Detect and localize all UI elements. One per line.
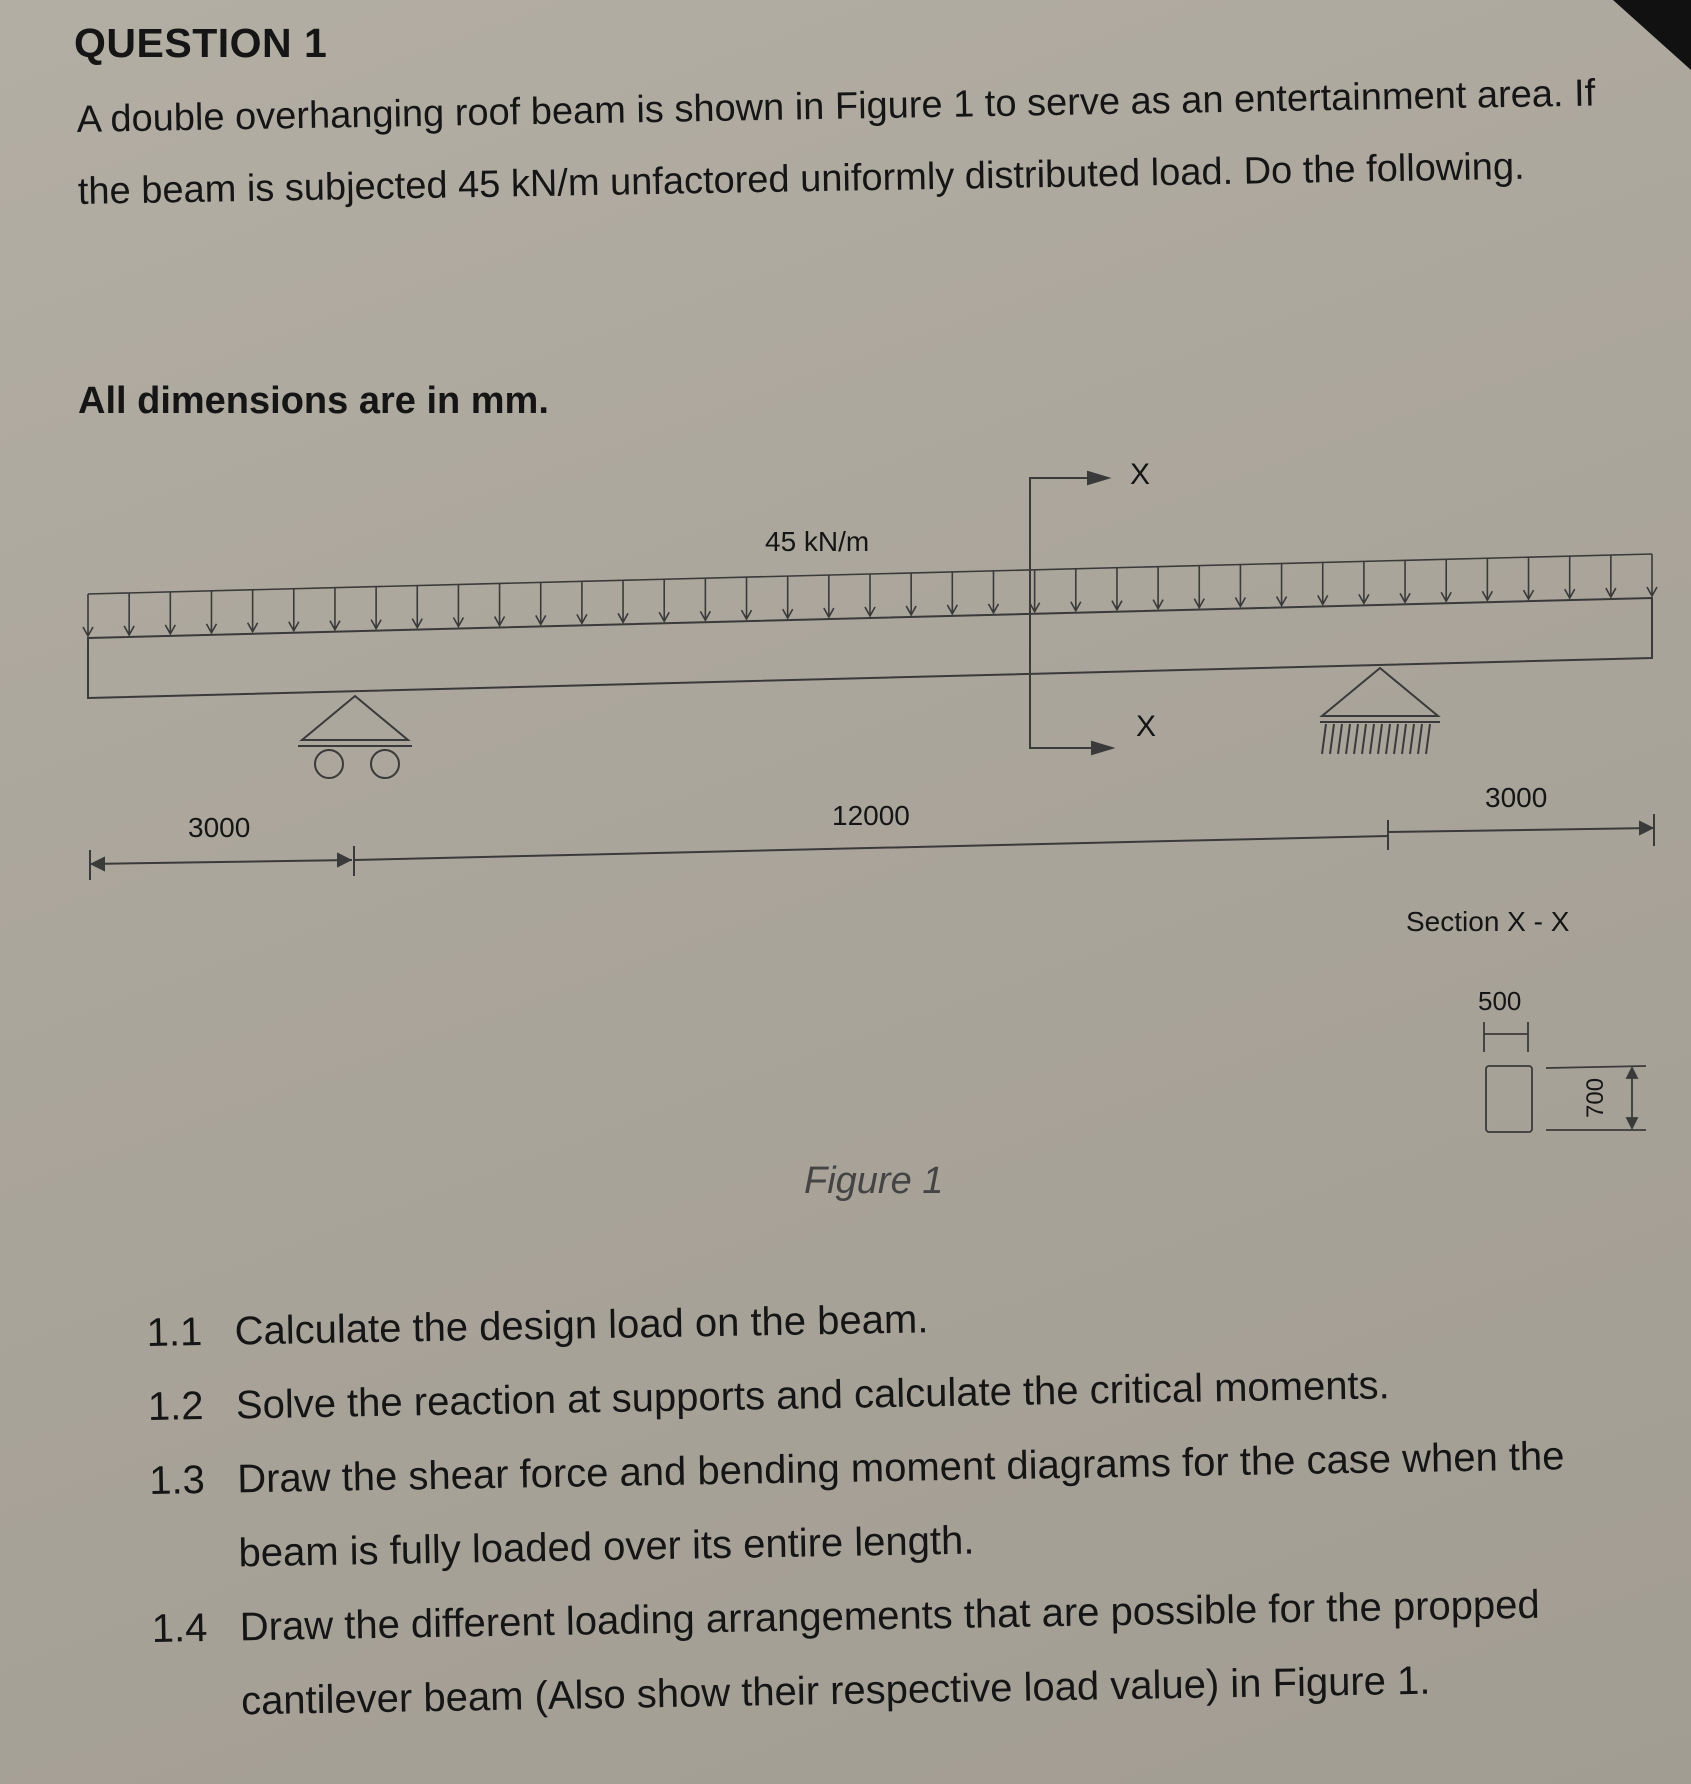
load-arrow <box>371 587 381 629</box>
dimension-left: 3000 <box>188 812 251 843</box>
support-hatch-line <box>1322 724 1326 754</box>
load-arrow <box>742 577 752 619</box>
distributed-load <box>83 554 1657 636</box>
section-width-label: 500 <box>1478 986 1522 1016</box>
support-hatch-line <box>1410 724 1414 754</box>
load-arrow <box>495 583 505 625</box>
load-arrow <box>1359 561 1369 603</box>
load-arrow <box>1030 570 1040 612</box>
task-number: 1.1 <box>146 1310 203 1355</box>
support-hatch-line <box>1378 724 1382 754</box>
load-arrow <box>165 592 175 634</box>
load-arrow <box>659 579 669 621</box>
load-arrow <box>577 581 587 623</box>
task-item <box>151 1566 1653 1740</box>
support-hatch-line <box>1330 724 1334 754</box>
load-arrow <box>412 586 422 628</box>
question-title: QUESTION 1 <box>74 20 328 66</box>
load-arrow <box>330 588 340 630</box>
load-arrow <box>824 575 834 617</box>
load-arrow <box>1153 567 1163 609</box>
load-arrow <box>248 590 258 632</box>
support-hatch-line <box>1362 724 1366 754</box>
task-item <box>149 1418 1651 1592</box>
section-marker-bottom: X <box>1136 710 1157 743</box>
load-arrow <box>1606 555 1616 597</box>
load-arrow <box>289 589 299 631</box>
load-label: 45 kN/m <box>765 526 870 557</box>
load-arrow <box>1318 562 1328 604</box>
load-arrow <box>700 578 710 620</box>
load-arrow <box>1400 560 1410 602</box>
task-text: Calculate the design load on the beam. <box>234 1297 929 1354</box>
task-list <box>146 1270 1654 1740</box>
load-arrow <box>988 571 998 613</box>
cross-section <box>1484 1022 1646 1132</box>
task-number: 1.3 <box>148 1458 206 1503</box>
load-arrow <box>83 594 93 636</box>
task-number: 1.4 <box>151 1605 208 1651</box>
task-text: Draw the different loading arrangements that are possible for the propped cantilever beam (Also show their respective load value) in Figure 1. <box>239 1582 1541 1724</box>
section-title: Section X - X <box>1406 906 1570 937</box>
support-hatch-line <box>1418 724 1422 754</box>
dimension-right: 3000 <box>1485 782 1548 813</box>
support-hatch-line <box>1338 724 1342 754</box>
load-arrow <box>947 572 957 614</box>
load-arrow <box>536 582 546 624</box>
section-marker-top: X <box>1130 458 1151 491</box>
load-arrow <box>1441 559 1451 601</box>
task-text: Draw the shear force and bending moment diagrams for the case when the beam is fully loaded over its entire length. <box>236 1434 1565 1576</box>
load-arrow <box>865 574 875 616</box>
load-arrow <box>206 591 216 633</box>
roller-support <box>298 696 412 778</box>
load-arrow <box>1194 566 1204 608</box>
load-arrow <box>1112 568 1122 610</box>
section-height-label: 700 <box>1582 1077 1609 1118</box>
support-hatch-line <box>1386 724 1390 754</box>
load-arrow <box>783 576 793 618</box>
load-arrow <box>1482 558 1492 600</box>
pin-support <box>1320 668 1440 754</box>
dimension-middle: 12000 <box>832 800 910 831</box>
support-hatch-line <box>1394 724 1398 754</box>
figure-caption: Figure 1 <box>804 1160 944 1202</box>
question-intro: A double overhanging roof beam is shown in Figure 1 to serve as an entertainment area. If the beam is subjected 45 kN/m unfactored uniformly distributed load. Do the following. <box>76 72 1596 213</box>
dimensions-note: All dimensions are in mm. <box>78 380 549 422</box>
load-arrow <box>1565 556 1575 598</box>
task-text: Solve the reaction at supports and calculate the critical moments. <box>235 1363 1391 1428</box>
load-arrow <box>453 585 463 627</box>
support-hatch-line <box>1346 724 1350 754</box>
support-hatch-line <box>1426 724 1430 754</box>
load-arrow <box>906 573 916 615</box>
load-arrow <box>1235 565 1245 607</box>
support-hatch-line <box>1402 724 1406 754</box>
load-arrow <box>1071 569 1081 611</box>
support-hatch-line <box>1354 724 1358 754</box>
load-arrow <box>124 593 134 635</box>
load-arrow <box>1524 557 1534 599</box>
load-arrow <box>618 580 628 622</box>
load-arrow <box>1647 554 1657 596</box>
support-hatch-line <box>1370 724 1374 754</box>
task-number: 1.2 <box>147 1384 204 1429</box>
load-arrow <box>1277 563 1287 605</box>
